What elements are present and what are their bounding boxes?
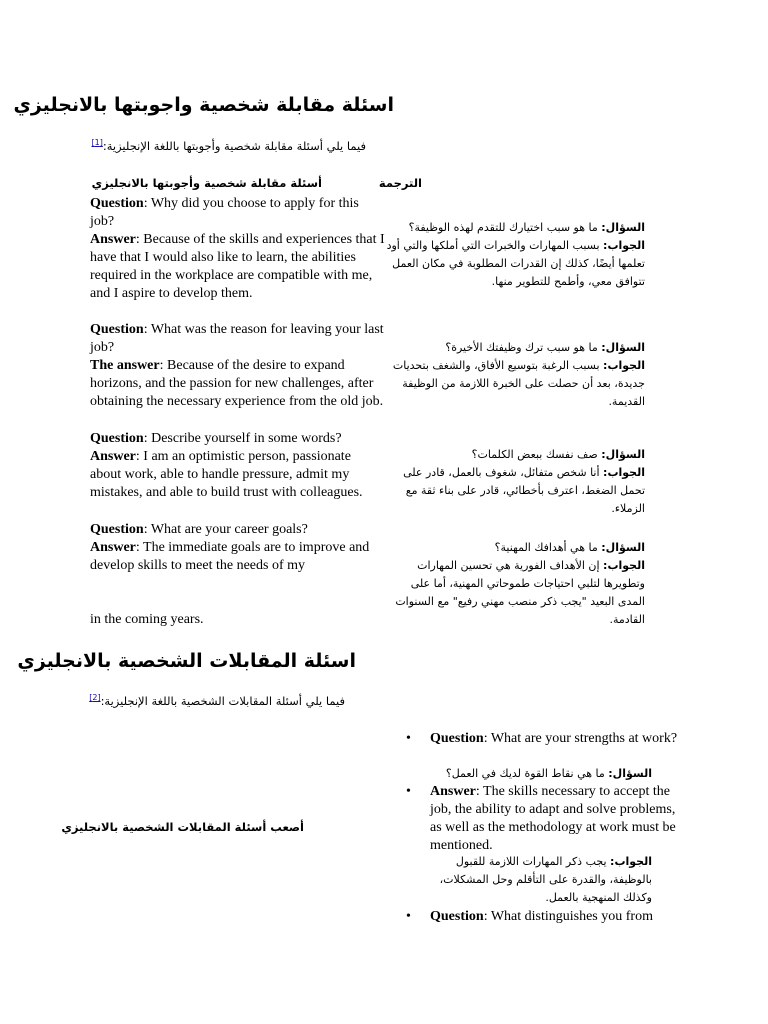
answer-text: : The immediate goals are to improve and develop skills to meet the needs of my: [90, 540, 370, 573]
arabic-question-label: السؤال:: [601, 448, 645, 461]
arabic-answer-label: الجواب:: [603, 559, 645, 572]
question-text: : What distinguishes you from: [483, 909, 653, 924]
bullet-dot: •: [406, 909, 411, 924]
qa-row-arabic: [383, 339, 645, 411]
question-text: : What are your career goals?: [143, 522, 308, 537]
bullet-item: [430, 908, 690, 926]
question-text: : Describe yourself in some words?: [143, 431, 342, 446]
bullet-arabic: [430, 853, 652, 907]
arabic-question-text: ما هي أهدافك المهنية؟: [494, 541, 602, 554]
question-label: Question: [90, 522, 144, 537]
arabic-answer-label: الجواب:: [603, 466, 645, 479]
arabic-question-text: ما هو سبب ترك وظيفتك الأخيرة؟: [445, 341, 602, 354]
qa-row-english: [90, 321, 385, 411]
intro-text: فيما يلي أسئلة المقابلات الشخصية باللغة الإنجليزية:: [100, 693, 345, 708]
qa-row-arabic: [383, 446, 645, 518]
answer-label: The answer: [90, 358, 160, 373]
arabic-answer-label: الجواب:: [603, 359, 645, 372]
arabic-question-text: ما هي نقاط القوة لديك في العمل؟: [445, 767, 609, 780]
side-label: أصعب أسئلة المقابلات الشخصية بالانجليزي: [61, 820, 304, 834]
answer-text: : Because of the skills and experiences that I have that I would also like to learn, the abilities required in the workplace are compatible with me, and I aspire to develop them.: [90, 232, 385, 301]
bullet-item: [430, 730, 680, 748]
question-label: Question: [90, 322, 144, 337]
answer-label: Answer: [430, 784, 476, 799]
arabic-answer-text: أنا شخص متفائل، شغوف بالعمل، قادر على تحمل الضغط، اعترف بأخطائي، قادر على بناء ثقة مع الزملاء.: [403, 466, 645, 515]
intro-paragraph: [92, 138, 367, 153]
question-text: : What was the reason for leaving your last job?: [90, 322, 384, 355]
question-text: : Why did you choose to apply for this job?: [90, 196, 359, 229]
bullet-dot: •: [406, 784, 411, 799]
intro-paragraph: [89, 693, 345, 708]
bullet-arabic: [430, 765, 652, 783]
arabic-answer-label: الجواب:: [610, 855, 652, 868]
continuation-text: in the coming years.: [90, 612, 204, 627]
arabic-question-label: السؤال:: [601, 221, 645, 234]
answer-label: Answer: [90, 449, 136, 464]
answer-text: : The skills necessary to accept the job, the ability to adapt and solve problems, as well as the methodology at work must be mentioned.: [430, 784, 676, 853]
question-label: Question: [90, 431, 144, 446]
bullet-item: [430, 783, 680, 855]
arabic-question-text: ما هو سبب اختيارك للتقدم لهذه الوظيفة؟: [408, 221, 602, 234]
qa-row-english: [90, 430, 385, 502]
question-label: Question: [430, 909, 484, 924]
arabic-question-label: السؤال:: [601, 341, 645, 354]
question-text: : What are your strengths at work?: [483, 731, 678, 746]
answer-label: Answer: [90, 540, 136, 555]
arabic-answer-label: الجواب:: [603, 239, 645, 252]
qa-row-english: [90, 195, 385, 303]
bullet-dot: •: [406, 731, 411, 746]
qa-row-arabic: [383, 539, 645, 629]
page-title: اسئلة مقابلة شخصية واجوبتها بالانجليزي: [13, 94, 394, 116]
question-label: Question: [90, 196, 144, 211]
qa-row-arabic: [383, 219, 645, 291]
reference-link[interactable]: [2]: [89, 693, 101, 702]
answer-label: Answer: [90, 232, 136, 247]
arabic-question-label: السؤال:: [601, 541, 645, 554]
answer-text: : Because of the desire to expand horizons, and the passion for new challenges, after obtaining the necessary experience from the old job.: [90, 358, 384, 409]
qa-row-english: [90, 521, 385, 575]
arabic-answer-text: إن الأهداف الفورية هي تحسين المهارات وتطويرها لتلبي احتياجات طموحاتي المهنية، أما على المدى البعيد "يجب ذكر منصب مهني رفيع" مع السنوات القادمة.: [395, 559, 645, 626]
arabic-answer-text: بسبب الرغبة بتوسيع الأفاق، والشغف بتحديات جديدة، بعد أن حصلت على الخبرة اللازمة من الوظيفة القديمة.: [392, 359, 645, 408]
reference-link[interactable]: [1]: [91, 138, 103, 147]
arabic-answer-text: بسبب المهارات والخبرات التي أملكها والتي أود تعلمها أيضًا، كذلك إن القدرات المطلوبة في مكان العمل تتوافق معي، وأطمح للتطوير منها.: [386, 239, 645, 288]
section-title: اسئلة المقابلات الشخصية بالانجليزي: [17, 650, 356, 672]
answer-text: : I am an optimistic person, passionate about work, able to handle pressure, admit my mistakes, and able to build trust with colleagues.: [90, 449, 363, 500]
arabic-question-text: صف نفسك ببعض الكلمات؟: [471, 448, 602, 461]
intro-text: فيما يلي أسئلة مقابلة شخصية وأجوبتها باللغة الإنجليزية:: [102, 138, 366, 153]
column-header-questions: أسئلة مقابلة شخصية وأجوبتها بالانجليزي: [91, 176, 322, 190]
arabic-answer-text: يجب ذكر المهارات اللازمة للقبول بالوظيفة، والقدرة على التأقلم وحل المشكلات، وكذلك المنهجية بالعمل.: [439, 855, 652, 904]
arabic-question-label: السؤال:: [608, 767, 652, 780]
question-label: Question: [430, 731, 484, 746]
column-header-translation: الترجمة: [378, 176, 422, 190]
